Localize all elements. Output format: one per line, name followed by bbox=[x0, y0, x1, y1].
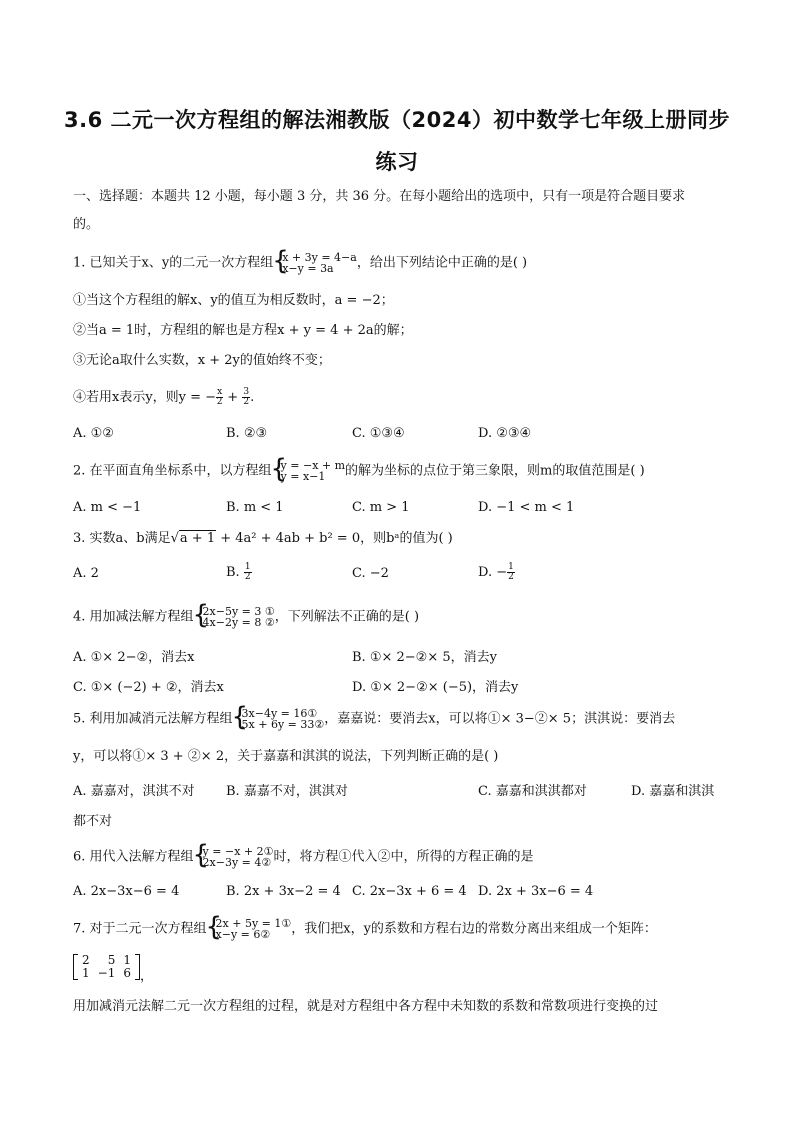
page-title: 3.6 二元一次方程组的解法湘教版（2024）初中数学七年级上册同步 bbox=[64, 108, 730, 132]
question-6-suffix: 时，将方程①代入②中，所得的方程正确的是 bbox=[273, 849, 534, 865]
matrix-cell: 1 bbox=[123, 953, 131, 967]
section-instruction-continued: 的。 bbox=[73, 217, 100, 232]
question-5-prefix: 5. 利用加减消元法解方程组 bbox=[73, 711, 233, 727]
question-4 bbox=[73, 606, 419, 628]
option-a[interactable]: A. 2x−3x−6 = 4 bbox=[73, 884, 180, 899]
question-1-statement-4 bbox=[73, 388, 254, 407]
option-b[interactable]: B. ②③ bbox=[226, 426, 268, 441]
fraction-denominator: 2 bbox=[243, 397, 250, 407]
coefficient-matrix bbox=[73, 954, 140, 980]
equation: x−y = 6② bbox=[215, 928, 271, 941]
equation: { y = −x + m bbox=[280, 459, 346, 472]
question-2-system bbox=[272, 460, 346, 482]
option-a[interactable]: A. ①× 2−②，消去x bbox=[73, 650, 195, 665]
equation: { 2x−5y = 3 ① bbox=[202, 605, 275, 618]
option-b[interactable]: B. ①× 2−②× 5，消去y bbox=[352, 650, 497, 665]
page-title-continued: 练习 bbox=[375, 150, 419, 174]
option-c[interactable]: C. −2 bbox=[352, 566, 389, 581]
matrix-cell: 5 bbox=[107, 953, 116, 967]
fraction bbox=[244, 563, 252, 582]
sqrt-symbol: √ bbox=[170, 531, 179, 546]
fraction-numerator: x bbox=[217, 387, 223, 397]
question-7-system bbox=[207, 918, 292, 940]
option-c[interactable]: C. 嘉嘉和淇淇都对 bbox=[478, 784, 587, 799]
equation: 5x + 6y = 33② bbox=[241, 718, 325, 731]
option-b[interactable]: B. m < 1 bbox=[226, 500, 284, 515]
statement-text: . bbox=[250, 390, 255, 405]
option-d-continued: 都不对 bbox=[73, 814, 113, 829]
fraction-denominator: 2 bbox=[244, 572, 251, 582]
option-d[interactable] bbox=[478, 563, 515, 582]
option-a[interactable]: A. m < −1 bbox=[73, 500, 142, 515]
question-7-continued: 用加减消元法解二元一次方程组的过程，就是对方程组中各方程中未知数的系数和常数项进行变换的过 bbox=[73, 999, 659, 1014]
option-d[interactable]: D. ①× 2−②× (−5)，消去y bbox=[352, 680, 519, 695]
option-d[interactable]: D. −1 < m < 1 bbox=[478, 500, 575, 515]
option-a[interactable]: A. 嘉嘉对，淇淇不对 bbox=[73, 784, 195, 799]
equation: 4x−2y = 8 ② bbox=[202, 616, 275, 629]
fraction-denominator: 2 bbox=[216, 397, 223, 407]
matrix-punctuation: ， bbox=[139, 969, 153, 984]
equation: { 3x−4y = 16① bbox=[241, 707, 318, 720]
option-c[interactable]: C. ①× (−2) + ②，消去x bbox=[73, 680, 224, 695]
question-4-prefix: 4. 用加减法解方程组 bbox=[73, 609, 194, 625]
option-d[interactable]: D. ②③④ bbox=[478, 426, 532, 441]
matrix-cell: 2 bbox=[82, 953, 90, 967]
option-c[interactable]: C. ①③④ bbox=[352, 426, 405, 441]
radicand: a + 1 bbox=[179, 531, 216, 546]
fraction-numerator: 3 bbox=[243, 387, 250, 397]
question-4-system bbox=[194, 606, 275, 628]
option-b[interactable]: B. 嘉嘉不对，淇淇对 bbox=[226, 784, 348, 799]
equation: y = x−1 bbox=[280, 470, 326, 483]
question-2 bbox=[73, 460, 645, 482]
section-instruction: 一、选择题：本题共 12 小题，每小题 3 分，共 36 分。在每小题给出的选项中，只有一项是符合题目要求 bbox=[73, 189, 686, 204]
question-1-suffix: ，给出下列结论中正确的是( ) bbox=[356, 255, 528, 271]
question-5-suffix: ，嘉嘉说：要消去x，可以将①× 3−②× 5；淇淇说：要消去 bbox=[324, 711, 676, 727]
question-3-prefix: 3. 实数a、b满足 bbox=[73, 531, 171, 546]
question-6-prefix: 6. 用代入法解方程组 bbox=[73, 849, 194, 865]
statement-text: + bbox=[223, 390, 243, 405]
question-1-statement-2: ②当a = 1时，方程组的解也是方程x + y = 4 + 2a的解； bbox=[73, 323, 413, 338]
question-2-suffix: 的解为坐标的点位于第三象限，则m的取值范围是( ) bbox=[345, 463, 645, 479]
option-label: D. − bbox=[478, 565, 508, 580]
fraction-numerator: 1 bbox=[508, 562, 514, 572]
question-2-prefix: 2. 在平面直角坐标系中，以方程组 bbox=[73, 463, 272, 479]
equation: { y = −x + 2① bbox=[202, 845, 274, 858]
option-b[interactable] bbox=[226, 563, 252, 582]
equation: { 2x + 5y = 1① bbox=[215, 917, 292, 930]
option-d[interactable]: D. 2x + 3x−6 = 4 bbox=[478, 884, 594, 899]
question-4-suffix: ，下列解法不正确的是( ) bbox=[274, 609, 420, 625]
question-1-prefix: 1. 已知关于x、y的二元一次方程组 bbox=[73, 255, 274, 271]
fraction-denominator: 2 bbox=[508, 572, 514, 582]
option-a[interactable]: A. 2 bbox=[73, 566, 99, 581]
question-1-statement-1: ①当这个方程组的解x、y的值互为相反数时，a = −2； bbox=[73, 293, 394, 308]
option-c[interactable]: C. m > 1 bbox=[352, 500, 410, 515]
question-1-system bbox=[273, 252, 357, 274]
question-6 bbox=[73, 846, 533, 868]
question-6-system bbox=[194, 846, 274, 868]
matrix-cell: 1 bbox=[82, 966, 90, 980]
question-5-system bbox=[233, 708, 325, 730]
question-1-statement-3: ③无论a取什么实数，x + 2y的值始终不变； bbox=[73, 353, 331, 368]
equation: { x + 3y = 4−a bbox=[282, 251, 357, 264]
fraction bbox=[242, 388, 250, 407]
question-7-suffix: ，我们把x，y的系数和方程右边的常数分离出来组成一个矩阵： bbox=[291, 921, 657, 937]
question-5 bbox=[73, 708, 675, 730]
option-b[interactable]: B. 2x + 3x−2 = 4 bbox=[226, 884, 341, 899]
option-a[interactable]: A. ①② bbox=[73, 426, 114, 441]
question-7 bbox=[73, 918, 657, 940]
question-7-prefix: 7. 对于二元一次方程组 bbox=[73, 921, 207, 937]
option-d[interactable]: D. 嘉嘉和淇淇 bbox=[631, 784, 715, 799]
coefficient-matrix-line bbox=[73, 954, 153, 986]
question-3 bbox=[73, 530, 453, 548]
question-5-continued: y，可以将①× 3 + ②× 2，关于嘉嘉和淇淇的说法，下列判断正确的是( ) bbox=[73, 749, 499, 764]
question-3-suffix: + 4a² + 4ab + b² = 0，则bᵃ的值为( ) bbox=[216, 531, 453, 546]
matrix-cell: 6 bbox=[123, 966, 131, 980]
statement-text: ④若用x表示y，则y = − bbox=[73, 390, 217, 405]
option-c[interactable]: C. 2x−3x + 6 = 4 bbox=[352, 884, 467, 899]
option-label: B. bbox=[226, 565, 240, 580]
fraction-numerator: 1 bbox=[244, 562, 251, 572]
matrix-cell: −1 bbox=[97, 966, 116, 980]
question-1 bbox=[73, 252, 527, 274]
equation: x−y = 3a bbox=[282, 262, 334, 275]
equation: 2x−3y = 4② bbox=[202, 856, 272, 869]
fraction bbox=[507, 563, 515, 582]
